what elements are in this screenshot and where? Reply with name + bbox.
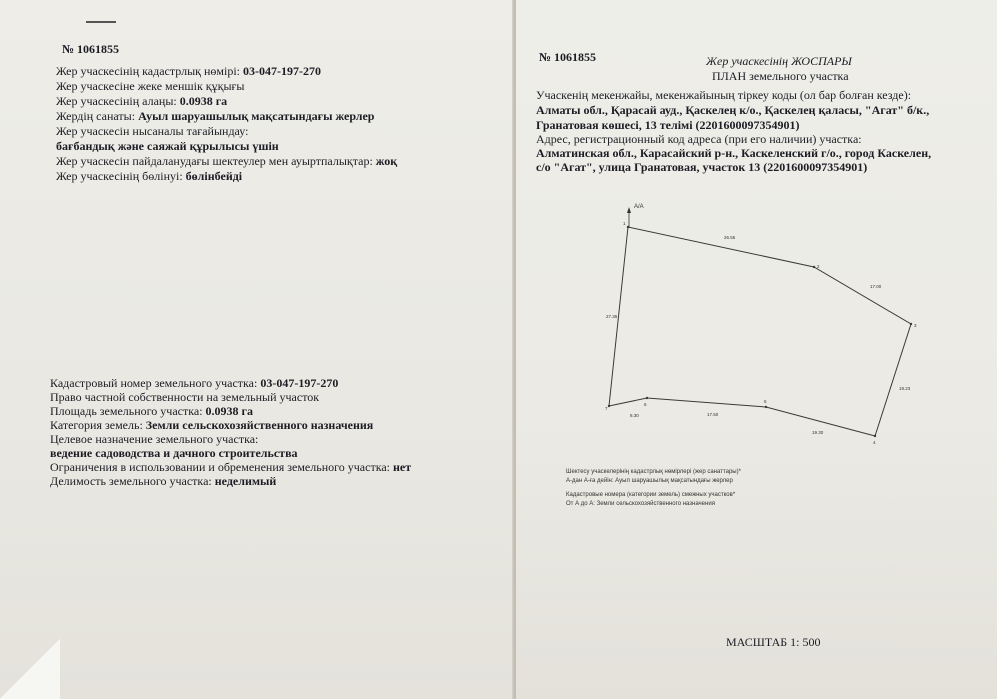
land-plot-plan: [516, 0, 997, 699]
legend-kz-neighbors: А-дан А-ға дейін: Ауыл шаруашылық мақсатындағы жерлер: [566, 478, 733, 484]
kz-divisibility: Жер учаскесінің бөлінуі: бөлінбейді: [56, 169, 243, 183]
plan-document-number: № 1061855: [539, 50, 597, 64]
paper-corner: [0, 639, 60, 699]
legend-kz-heading: Шектесу учаскелерінің кадастрлық нөмірлері (жер санаттары)*: [566, 469, 741, 475]
ru-cadastral-number: Кадастровый номер земельного участка: 03-047-197-270: [50, 376, 339, 390]
edge-length-4-5: 19.30: [812, 430, 824, 435]
edge-length-1-2: 26.55: [724, 235, 736, 240]
address-ru-line-1: Алматинская обл., Карасайский р-н., Каскеленский г/о., город Каскелен,: [536, 146, 932, 160]
vertex-7: [608, 405, 610, 407]
address-kz-line-1: Алматы обл., Қарасай ауд., Қаскелең к/о., Қаскелең қаласы, "Агат" б/к.,: [536, 103, 930, 117]
address-ru-line-2: с/о "Агат", улица Гранатовая, участок 13 (2201600097354901): [536, 160, 868, 174]
edge-length-7-1: 27.36: [606, 314, 618, 319]
ru-purpose-value: ведение садоводства и дачного строительства: [50, 446, 298, 460]
kz-area: Жер учаскесінің алаңы: 0.0938 га: [56, 94, 228, 108]
kz-purpose-label: Жер учаскесін нысаналы тағайындау:: [56, 124, 249, 138]
ru-ownership-right: Право частной собственности на земельный участок: [50, 390, 320, 404]
ru-land-category: Категория земель: Земли сельскохозяйственного назначения: [50, 418, 374, 432]
ru-restrictions: Ограничения в использовании и обременения земельного участка: нет: [50, 460, 412, 474]
north-label: А/А: [634, 204, 644, 210]
address-kz-line-2: Гранатовая көшесі, 13 телімі (2201600097354901): [536, 118, 800, 132]
vertex-label-5: 5: [764, 399, 767, 404]
plot-boundary: [609, 227, 911, 436]
legend-ru-heading: Кадастровые номера (категории земель) смежных участков*: [566, 492, 736, 498]
vertex-label-6: 6: [644, 402, 647, 407]
ru-area: Площадь земельного участка: 0.0938 га: [50, 404, 253, 418]
vertex-label-1: 1: [623, 221, 626, 226]
address-ru-label: Адрес, регистрационный код адреса (при его наличии) участка:: [536, 132, 862, 146]
kz-land-category: Жердің санаты: Ауыл шаруашылық мақсатындағы жерлер: [56, 109, 375, 123]
address-kz-label: Учаскенің мекенжайы, мекенжайының тіркеу коды (ол бар болған кезде):: [536, 88, 912, 102]
kz-restrictions: Жер учаскесін пайдаланудағы шектеулер мен ауыртпалықтар: жоқ: [56, 154, 398, 168]
kz-purpose-value: бағбандық және саяжай құрылысы үшін: [56, 139, 279, 153]
vertex-2: [813, 266, 815, 268]
ru-divisibility: Делимость земельного участка: неделимый: [50, 474, 277, 488]
vertex-label-3: 3: [914, 323, 917, 328]
vertex-6: [646, 397, 648, 399]
vertex-label-7: 7: [605, 406, 608, 411]
kz-cadastral-number: Жер учаскесінің кадастрлық нөмірі: 03-047-197-270: [56, 64, 322, 78]
vertex-4: [874, 435, 876, 437]
document-number: № 1061855: [62, 42, 120, 56]
vertex-label-4: 4: [873, 440, 876, 445]
edge-length-6-7: 8.30: [630, 413, 639, 418]
plan-title-kz: Жер учаскесінің ЖОСПАРЫ: [706, 54, 852, 68]
edge-length-3-4: 19.23: [899, 386, 911, 391]
right-page: [516, 0, 997, 699]
vertex-3: [910, 323, 912, 325]
kz-ownership-right: Жер учаскесіне жеке меншік құқығы: [56, 79, 245, 93]
legend-ru-neighbors: От А до А: Земли сельскохозяйственного назначения: [566, 501, 715, 507]
vertex-1: [627, 226, 629, 228]
pen-mark: [86, 21, 116, 23]
north-arrow-head: [627, 207, 631, 213]
edge-length-2-3: 17.00: [870, 284, 882, 289]
ru-purpose-label: Целевое назначение земельного участка:: [50, 432, 259, 446]
vertex-label-2: 2: [817, 264, 820, 269]
scale: МАСШТАБ 1: 500: [726, 635, 821, 649]
plan-title-ru: ПЛАН земельного участка: [712, 69, 849, 83]
edge-length-5-6: 17.50: [707, 412, 719, 417]
vertex-5: [765, 406, 767, 408]
